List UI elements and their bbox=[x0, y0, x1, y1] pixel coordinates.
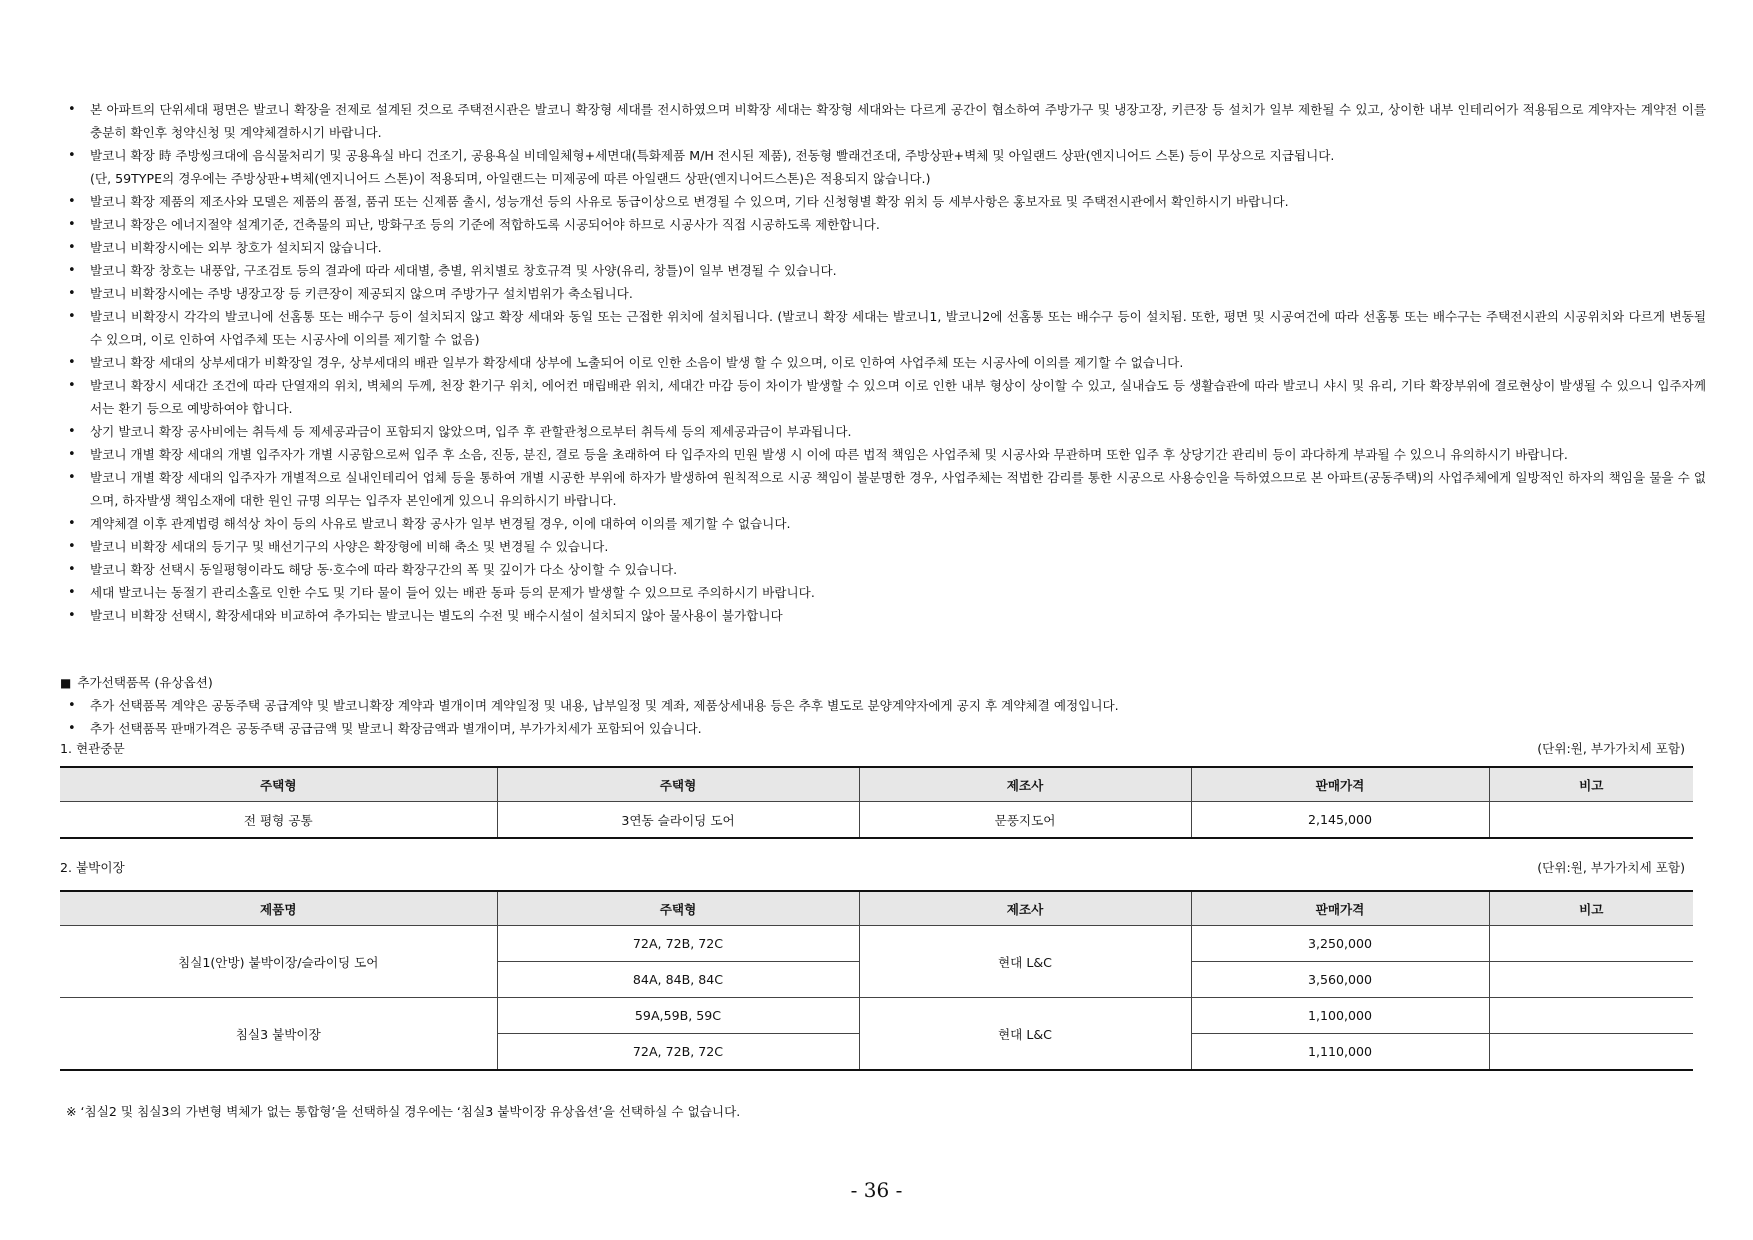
balcony-notice-list bbox=[66, 98, 1706, 627]
options-title-text: 추가선택품목 (유상옵션) bbox=[77, 675, 213, 690]
list-item: • 발코니 비확장시에는 주방 냉장고장 등 키큰장이 제공되지 않으며 주방가구 설치범위가 축소됩니다. bbox=[66, 282, 1706, 305]
list-item: • 상기 발코니 확장 공사비에는 취득세 등 제세공과금이 포함되지 않았으며, 입주 후 관할관청으로부터 취득세 등의 제세공과금이 부과됩니다. bbox=[66, 420, 1706, 443]
table-cell: 72A, 72B, 72C bbox=[497, 926, 859, 962]
list-item: • 발코니 확장 선택시 동일평형이라도 해당 동·호수에 따라 확장구간의 폭 및 깊이가 다소 상이할 수 있습니다. bbox=[66, 558, 1706, 581]
square-bullet-icon: ■ bbox=[60, 676, 72, 690]
list-item: • 발코니 확장 時 주방씽크대에 음식물처리기 및 공용욕실 바디 건조기, 공용욕실 비데일체형+세면대(특화제품 M/H 전시된 제품), 전동형 빨래건조대, 주방상판+벽체 및 아일랜드 상판(엔지니어드 스톤) 등이 무상으로 지급됩니다. bbox=[66, 144, 1706, 167]
table-cell: 1,110,000 bbox=[1191, 1034, 1489, 1071]
list-item: • 발코니 개별 확장 세대의 개별 입주자가 개별 시공함으로써 입주 후 소음, 진동, 분진, 결로 등을 초래하여 타 입주자의 민원 발생 시 이에 따른 법적 책임은 사업주체 및 시공사와 무관하며 또한 입주 후 상당기간 관리비 등이 과다하게 부과될 수 있으니 유의하시기 바랍니다. bbox=[66, 443, 1706, 466]
table-cell: 전 평형 공통 bbox=[60, 802, 497, 839]
column-header: 주택형 bbox=[497, 767, 859, 802]
table-header-row bbox=[60, 767, 1693, 802]
list-item: • 추가 선택품목 판매가격은 공동주택 공급금액 및 발코니 확장금액과 별개이며, 부가가치세가 포함되어 있습니다. bbox=[66, 717, 1706, 740]
list-item: • 세대 발코니는 동절기 관리소홀로 인한 수도 및 기타 물이 들어 있는 배관 동파 등의 문제가 발생할 수 있으므로 주의하시기 바랍니다. bbox=[66, 581, 1706, 604]
options-section-title bbox=[60, 671, 213, 695]
column-header: 비고 bbox=[1489, 767, 1693, 802]
column-header: 제품명 bbox=[60, 891, 497, 926]
list-item: • 발코니 개별 확장 세대의 입주자가 개별적으로 실내인테리어 업체 등을 통하여 개별 시공한 부위에 하자가 발생하여 원칙적으로 시공 책임이 불분명한 경우, 사업주체는 적법한 감리를 통한 시공으로 사용승인을 득하였으므로 본 아파트(공동주택)의 사업주체에게 일방적인 하자의 책임을 물을 수 없으며, 하자발생 책임소재에 대한 원인 규명 의무는 입주자 본인에게 있으니 유의하시기 바랍니다. bbox=[66, 466, 1706, 512]
table-cell: 59A,59B, 59C bbox=[497, 998, 859, 1034]
list-item: • 발코니 확장 제품의 제조사와 모델은 제품의 품절, 품귀 또는 신제품 출시, 성능개선 등의 사유로 동급이상으로 변경될 수 있으며, 기타 신청형별 확장 위치 등 세부사항은 홍보자료 및 주택전시관에서 확인하시기 바랍니다. bbox=[66, 190, 1706, 213]
table-row bbox=[60, 802, 1693, 839]
table-cell: 3,250,000 bbox=[1191, 926, 1489, 962]
column-header: 주택형 bbox=[497, 891, 859, 926]
column-header: 제조사 bbox=[859, 891, 1191, 926]
column-header: 판매가격 bbox=[1191, 891, 1489, 926]
column-header: 비고 bbox=[1489, 891, 1693, 926]
list-item: • 발코니 확장 세대의 상부세대가 비확장일 경우, 상부세대의 배관 일부가 확장세대 상부에 노출되어 이로 인한 소음이 발생 할 수 있으며, 이로 인하여 사업주체 또는 시공사에 이의를 제기할 수 없습니다. bbox=[66, 351, 1706, 374]
table-header-row bbox=[60, 891, 1693, 926]
column-header: 제조사 bbox=[859, 767, 1191, 802]
column-header: 주택형 bbox=[60, 767, 497, 802]
table2-unit: (단위:원, 부가가치세 포함) bbox=[1537, 860, 1685, 875]
entrance-door-table bbox=[60, 766, 1693, 839]
list-item: • 발코니 비확장 세대의 등기구 및 배선기구의 사양은 확장형에 비해 축소 및 변경될 수 있습니다. bbox=[66, 535, 1706, 558]
table-cell: 2,145,000 bbox=[1191, 802, 1489, 839]
column-header: 판매가격 bbox=[1191, 767, 1489, 802]
options-notice-list bbox=[66, 694, 1706, 740]
table-cell: 1,100,000 bbox=[1191, 998, 1489, 1034]
product-name-cell: 침실3 붙박이장 bbox=[60, 998, 497, 1071]
list-item: • 발코니 확장시 세대간 조건에 따라 단열재의 위치, 벽체의 두께, 천장 환기구 위치, 에어컨 매립배관 위치, 세대간 마감 등이 차이가 발생할 수 있으며 이로 인한 내부 형상이 상이할 수 있고, 실내습도 등 생활습관에 따라 발코니 샤시 및 유리, 기타 확장부위에 결로현상이 발생될 수 있으니 입주자께서는 환기 등으로 예방하여야 합니다. bbox=[66, 374, 1706, 420]
table-cell bbox=[1489, 962, 1693, 998]
table-cell bbox=[1489, 926, 1693, 962]
page-number: - 36 - bbox=[850, 1178, 903, 1202]
table-cell: 72A, 72B, 72C bbox=[497, 1034, 859, 1071]
list-item: • 발코니 확장은 에너지절약 설계기준, 건축물의 피난, 방화구조 등의 기준에 적합하도록 시공되어야 하므로 시공사가 직접 시공하도록 제한합니다. bbox=[66, 213, 1706, 236]
table-cell bbox=[1489, 998, 1693, 1034]
product-name-cell: 침실1(안방) 붙박이장/슬라이딩 도어 bbox=[60, 926, 497, 998]
table2-title: 2. 붙박이장 bbox=[60, 860, 125, 875]
list-item: • 발코니 확장 창호는 내풍압, 구조검토 등의 결과에 따라 세대별, 층별, 위치별로 창호규격 및 사양(유리, 창틀)이 일부 변경될 수 있습니다. bbox=[66, 259, 1706, 282]
table-cell bbox=[1489, 1034, 1693, 1071]
maker-cell: 현대 L&C bbox=[859, 998, 1191, 1071]
maker-cell: 현대 L&C bbox=[859, 926, 1191, 998]
bullet-note: (단, 59TYPE의 경우에는 주방상판+벽체(엔지니어드 스톤)이 적용되며, 아일랜드는 미제공에 따른 아일랜드 상판(엔지니어드스톤)은 적용되지 않습니다.) bbox=[90, 171, 931, 186]
table-row bbox=[60, 998, 1693, 1034]
list-item: • 추가 선택품목 계약은 공동주택 공급계약 및 발코니확장 계약과 별개이며 계약일정 및 내용, 납부일정 및 계좌, 제품상세내용 등은 추후 별도로 분양계약자에게 공지 후 계약체결 예정입니다. bbox=[66, 694, 1706, 717]
table-cell: 84A, 84B, 84C bbox=[497, 962, 859, 998]
table-cell: 3,560,000 bbox=[1191, 962, 1489, 998]
table1-title: 1. 현관중문 bbox=[60, 741, 125, 756]
list-item: • 발코니 비확장 선택시, 확장세대와 비교하여 추가되는 발코니는 별도의 수전 및 배수시설이 설치되지 않아 물사용이 불가합니다 bbox=[66, 604, 1706, 627]
built-in-closet-table bbox=[60, 890, 1693, 1071]
footnote: ※ ‘침실2 및 침실3의 가변형 벽체가 없는 통합형’을 선택하실 경우에는 ‘침실3 붙박이장 유상옵션’을 선택하실 수 없습니다. bbox=[66, 1104, 741, 1119]
list-item: • 계약체결 이후 관계법령 해석상 차이 등의 사유로 발코니 확장 공사가 일부 변경될 경우, 이에 대하여 이의를 제기할 수 없습니다. bbox=[66, 512, 1706, 535]
table-row bbox=[60, 926, 1693, 962]
table1-unit: (단위:원, 부가가치세 포함) bbox=[1537, 741, 1685, 756]
table-cell: 문풍지도어 bbox=[859, 802, 1191, 839]
list-item: • 발코니 비확장시에는 외부 창호가 설치되지 않습니다. bbox=[66, 236, 1706, 259]
table-cell bbox=[1489, 802, 1693, 839]
list-item: • 본 아파트의 단위세대 평면은 발코니 확장을 전제로 설계된 것으로 주택전시관은 발코니 확장형 세대를 전시하였으며 비확장 세대는 확장형 세대와는 다르게 공간이 협소하여 주방가구 및 냉장고장, 키큰장 등 설치가 일부 제한될 수 있고, 상이한 내부 인테리어가 적용됨으로 계약자는 계약전 이를 충분히 확인후 청약신청 및 계약체결하시기 바랍니다. bbox=[66, 98, 1706, 144]
list-item: • 발코니 비확장시 각각의 발코니에 선홈통 또는 배수구 등이 설치되지 않고 확장 세대와 동일 또는 근접한 위치에 설치됩니다. (발코니 확장 세대는 발코니1, 발코니2에 선홈통 또는 배수구 등이 설치됨. 또한, 평면 및 시공여건에 따라 선홈통 또는 배수구는 주택전시관의 시공위치와 다르게 변동될 수 있으며, 이로 인하여 사업주체 또는 시공사에 이의를 제기할 수 없음) bbox=[66, 305, 1706, 351]
table-cell: 3연동 슬라이딩 도어 bbox=[497, 802, 859, 839]
